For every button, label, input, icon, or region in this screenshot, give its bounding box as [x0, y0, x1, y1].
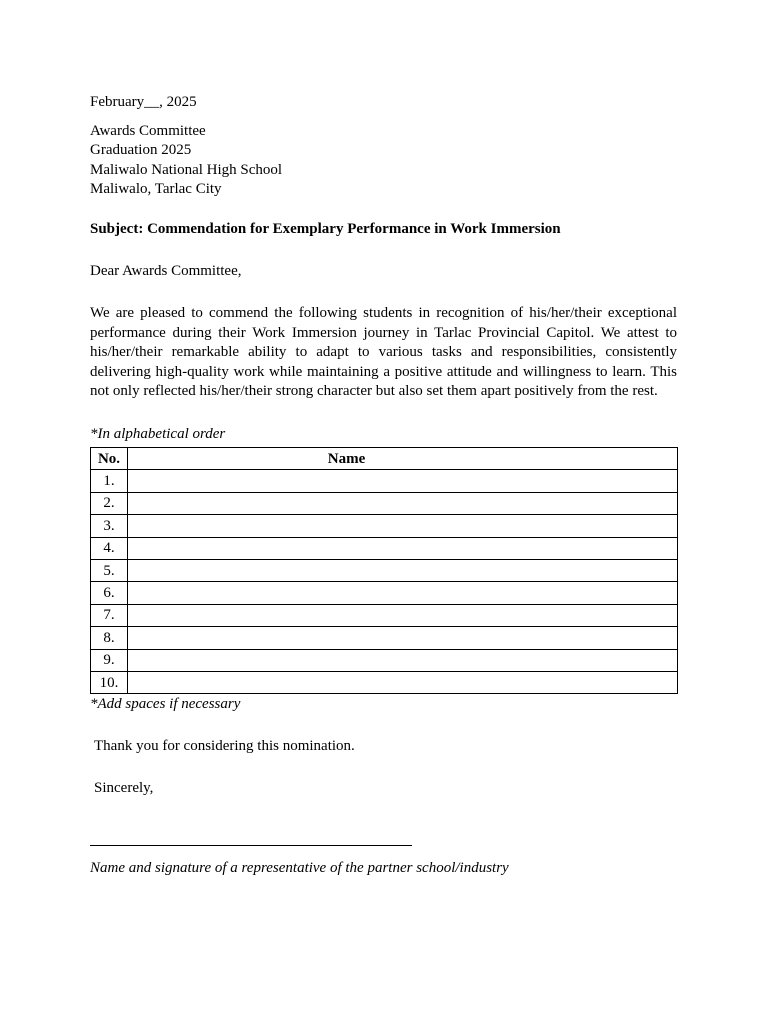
table-row: [91, 515, 678, 537]
column-header-no: No.: [91, 448, 128, 470]
row-number: 9.: [91, 649, 128, 671]
name-cell[interactable]: [128, 492, 678, 514]
column-header-name: Name: [128, 448, 678, 470]
table-row: [91, 537, 678, 559]
table-row: [91, 559, 678, 581]
recipient-line: Awards Committee: [90, 123, 206, 139]
row-number: 8.: [91, 627, 128, 649]
signature-caption: Name and signature of a representative of the partner school/industry: [90, 860, 509, 876]
row-number: 5.: [91, 559, 128, 581]
table-row: [91, 582, 678, 604]
salutation: Dear Awards Committee,: [90, 263, 242, 279]
table-row: [91, 604, 678, 626]
table-row: [91, 470, 678, 492]
name-cell[interactable]: [128, 559, 678, 581]
subject-line: Subject: Commendation for Exemplary Performance in Work Immersion: [90, 221, 561, 237]
row-number: 1.: [91, 470, 128, 492]
row-number: 2.: [91, 492, 128, 514]
name-cell[interactable]: [128, 671, 678, 693]
table-row: [91, 671, 678, 693]
name-cell[interactable]: [128, 627, 678, 649]
name-cell[interactable]: [128, 604, 678, 626]
row-number: 4.: [91, 537, 128, 559]
recipient-line: Maliwalo, Tarlac City: [90, 180, 222, 197]
row-number: 6.: [91, 582, 128, 604]
signature-line: [90, 845, 412, 846]
add-spaces-note: *Add spaces if necessary: [90, 696, 241, 712]
name-cell[interactable]: [128, 649, 678, 671]
table-row: [91, 649, 678, 671]
name-cell[interactable]: [128, 515, 678, 537]
body-paragraph: We are pleased to commend the following students in recognition of his/her/their exceptional performance during their Work Immersion journey in Tarlac Provincial Capitol. We attest to his/her/their remarkable ability to adapt to various tasks and responsibilities, consistently delivering high-quality work while maintaining a positive attitude and willingness to learn. This not only reflected his/her/their strong character but also set them apart positively from the rest.: [90, 305, 677, 399]
recipient-line: Graduation 2025: [90, 142, 192, 159]
alphabetical-note: *In alphabetical order: [90, 426, 226, 442]
name-cell[interactable]: [128, 582, 678, 604]
recipient-line: Maliwalo National High School: [90, 161, 283, 178]
name-cell[interactable]: [128, 470, 678, 492]
table-header-row: [91, 448, 678, 470]
recipient-address: [90, 122, 282, 199]
row-number: 3.: [91, 515, 128, 537]
closing-line: Sincerely,: [94, 780, 154, 796]
student-names-table: [90, 447, 678, 694]
row-number: 10.: [91, 671, 128, 693]
name-cell[interactable]: [128, 537, 678, 559]
table-row: [91, 627, 678, 649]
letter-date: February__, 2025: [90, 94, 197, 110]
table-row: [91, 492, 678, 514]
thanks-line: Thank you for considering this nomination.: [94, 738, 355, 754]
row-number: 7.: [91, 604, 128, 626]
